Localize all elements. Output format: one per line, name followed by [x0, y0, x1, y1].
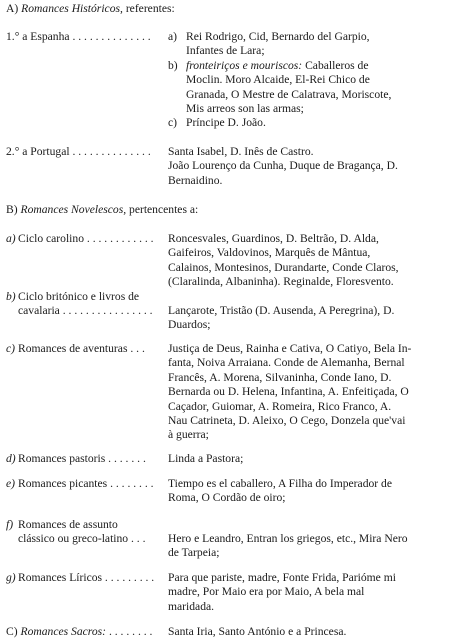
section-c-content: Santa Iria, Santo António e a Princesa.	[168, 625, 347, 638]
item-content-line: Calainos, Montesinos, Durandarte, Conde Claros,	[168, 261, 399, 274]
espanha-item-a-marker: a)	[168, 30, 178, 43]
item-marker: b)	[6, 290, 16, 303]
section-c-heading	[6, 625, 152, 639]
item-content-line: (Claralinda, Albaninha). Reginalde, Floresvento.	[168, 275, 394, 288]
section-a-title: Romances Históricos,	[21, 2, 123, 15]
section-c-title: Romances Sacros:	[20, 625, 107, 638]
item-label: Ciclo britónico e livros de	[18, 290, 140, 303]
espanha-item-b-italic: fronteiriços e mouriscos:	[186, 59, 303, 72]
item-label: Ciclo carolino . . . . . . . . . . . .	[18, 232, 154, 245]
section-b-marker: B)	[6, 203, 18, 216]
item-content-line: Roncesvales, Guardinos, D. Beltrão, D. Alda,	[168, 232, 379, 245]
item-marker: c)	[6, 342, 16, 355]
item-label: Romances pastoris . . . . . . .	[18, 452, 146, 465]
item-label: Romances picantes . . . . . . . .	[18, 477, 154, 490]
espanha-item-b-rest: Caballeros de	[305, 59, 369, 72]
item-content-line: Caçador, Guiomar, A. Romeira, Rico Franco, A.	[168, 400, 392, 413]
espanha-item-b-line: Mis arreos son las armas;	[186, 102, 304, 115]
item-content-line: de Tarpeia;	[168, 546, 220, 559]
espanha-item-c-text: Príncipe D. João.	[186, 116, 266, 129]
item-marker: g)	[6, 571, 16, 584]
item-content-line: maridada.	[168, 600, 215, 613]
section-c-marker: C)	[6, 625, 18, 638]
item-content-line: Tiempo es el caballero, A Filha do Imperador de	[168, 477, 392, 490]
portugal-label: 2.° a Portugal . . . . . . . . . . . . . .	[6, 145, 151, 158]
espanha-item-b-line: Moclin. Moro Alcaide, El-Rei Chico de	[186, 73, 370, 86]
espanha-item-b-line: Granada, O Mestre de Calatrava, Moriscote,	[186, 88, 392, 101]
item-content-line: Justiça de Deus, Rainha e Cativa, O Catiyo, Bela In-	[168, 342, 412, 355]
item-content-line: Gaifeiros, Valdovinos, Marquês de Mântua,	[168, 246, 371, 259]
section-a-suffix: referentes:	[125, 2, 175, 15]
section-b-heading	[6, 203, 198, 217]
espanha-label: 1.° a Espanha . . . . . . . . . . . . . .	[6, 30, 151, 43]
item-content-line: à guerra;	[168, 428, 209, 441]
item-content-line: madre, Por Maio era por Maio, A bela mal	[168, 585, 365, 598]
portugal-line: Bernaidino.	[168, 174, 223, 187]
section-a-marker: A)	[6, 2, 19, 15]
espanha-item-c-marker: c)	[168, 116, 178, 129]
item-content-line: Hero e Leandro, Entran los griegos, etc., Mira Nero	[168, 532, 408, 545]
item-marker: f)	[6, 518, 14, 531]
item-marker: e)	[6, 477, 16, 490]
item-content-line: Duardos;	[168, 318, 211, 331]
section-b-title: Romances Novelescos,	[20, 203, 127, 216]
item-content-line: Nau Catrineta, D. Aleixo, O Cego, Donzela que'vai	[168, 414, 406, 427]
espanha-item-a-line: Rei Rodrigo, Cid, Bernardo del Garpio,	[186, 30, 370, 43]
section-c-leader: . . . . . . . .	[108, 625, 153, 638]
item-content-line: Roma, O Cordão de oiro;	[168, 491, 286, 504]
item-content-line: Para que pariste, madre, Fonte Frida, Parióme mi	[168, 571, 396, 584]
item-content-line: Lançarote, Tristão (D. Ausenda, A Peregrina), D.	[168, 304, 395, 317]
section-b-suffix: pertencentes a:	[129, 203, 199, 216]
item-marker: a)	[6, 232, 16, 245]
section-a-heading	[6, 2, 175, 16]
item-content-line: Francês, A. Morena, Silvaninha, Conde Iano, D.	[168, 371, 392, 384]
item-label: Romances de assunto	[18, 518, 118, 531]
item-label: Romances Líricos . . . . . . . . .	[18, 571, 155, 584]
espanha-item-a-line: Infantes de Lara;	[186, 44, 265, 57]
item-label: clássico ou greco-latino . . .	[18, 532, 146, 545]
portugal-line: Santa Isabel, D. Inês de Castro.	[168, 145, 314, 158]
item-content-line: Linda a Pastora;	[168, 452, 244, 465]
espanha-item-b-marker: b)	[168, 59, 178, 72]
espanha-item-b-first-line	[186, 59, 368, 73]
portugal-line: João Lourenço da Cunha, Duque de Bragança, D.	[168, 159, 398, 172]
item-marker: d)	[6, 452, 16, 465]
item-label: Romances de aventuras . . .	[18, 342, 145, 355]
item-label: cavalaria . . . . . . . . . . . . . . . .	[18, 304, 153, 317]
item-content-line: fanta, Noiva Arraiana. Conde de Alemanha, Bernal	[168, 356, 405, 369]
item-content-line: Bernarda ou D. Helena, Infantina, A. Enfeitiçada, O	[168, 385, 409, 398]
